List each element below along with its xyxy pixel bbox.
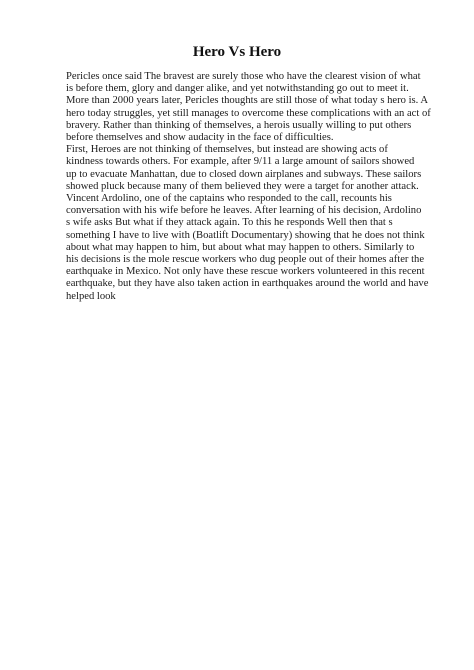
body-line: conversation with his wife before he leaves. After learning of his decision, Ardolino bbox=[66, 205, 422, 217]
body-line: his decisions is the mole rescue workers who dug people out of their homes after the bbox=[66, 254, 425, 266]
body-line: is before them, glory and danger alike, and yet notwithstanding go out to meet it. bbox=[66, 83, 409, 95]
body-line: showed pluck because many of them believed they were a target for another attack. bbox=[66, 180, 419, 192]
body-line: earthquake in Mexico. Not only have these rescue workers volunteered in this recent bbox=[66, 266, 425, 278]
body-line: helped look bbox=[66, 290, 116, 302]
body-line: hero today struggles, yet still manages to overcome these complications with an act of bbox=[66, 107, 431, 119]
body-line: First, Heroes are not thinking of themselves, but instead are showing acts of bbox=[66, 144, 388, 156]
body-line: something I have to live with (Boatlift Documentary) showing that he does not think bbox=[66, 229, 425, 241]
body-line: earthquake, but they have also taken action in earthquakes around the world and have bbox=[66, 278, 429, 290]
body-line: Pericles once said The bravest are surely those who have the clearest vision of what bbox=[66, 71, 421, 82]
body-line: s wife asks But what if they attack again. To this he responds Well then that s bbox=[66, 217, 393, 229]
body-line: up to evacuate Manhattan, due to closed down airplanes and subways. These sailors bbox=[66, 168, 422, 180]
body-line: before themselves and show audacity in the face of difficulties. bbox=[66, 132, 334, 144]
body-line: More than 2000 years later, Pericles thoughts are still those of what today s hero is. A bbox=[66, 95, 429, 107]
body-line: about what may happen to him, but about what may happen to others. Similarly to bbox=[66, 241, 415, 253]
document-body bbox=[66, 71, 431, 303]
document-title: Hero Vs Hero bbox=[192, 44, 282, 60]
body-line: kindness towards others. For example, after 9/11 a large amount of sailors showed bbox=[66, 156, 415, 168]
body-line: Vincent Ardolino, one of the captains who responded to the call, recounts his bbox=[66, 193, 392, 205]
body-line: bravery. Rather than thinking of themselves, a herois usually willing to put others bbox=[66, 119, 412, 131]
